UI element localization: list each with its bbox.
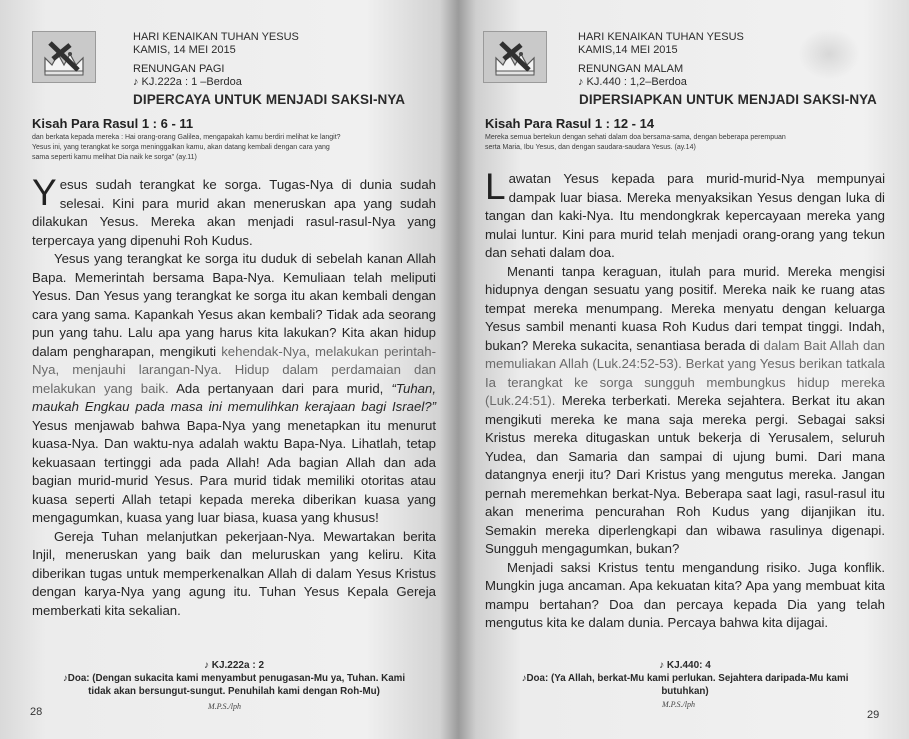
page-number: 28 (30, 706, 43, 718)
author-signature: M.P.S./lph (662, 700, 695, 709)
paragraph-text: esus sudah terangkat ke sorga. Tugas-Nya di dunia sudah selesai. Kini para murid akan meneruskan apa yang sudah dilakukan Yesus. Mereka akan menjadi rasul-rasul-Nya yang terpercaya yang dipenuhi Roh Kudus. (32, 177, 436, 248)
closing-song: ♪ KJ.440: 4 (659, 660, 711, 671)
closing-prayer (26, 673, 442, 698)
paragraph-text: awatan Yesus kepada para murid-murid-Nya mempunyai dampak luar biasa. Mereka menyaksikan Yesus dengan luka di tangan dan kaki-Nya. Itu mendongkrak kepercayaan mereka yang mulai luntur. Kini para murid telah menjadi orang-orang yang tekun dan sehati dalam doa. (485, 171, 885, 260)
drop-cap: Y (32, 172, 57, 213)
cross-crown-logo-icon (32, 31, 96, 83)
paragraph (485, 166, 885, 263)
header-song: ♪ KJ.440 : 1,2–Berdoa (578, 76, 687, 88)
paragraph-text: Ada pertanyaan dari para murid, (176, 380, 384, 396)
key-verse (32, 133, 436, 163)
paragraph-text: Mereka terberkati. Mereka sejahtera. Berkat itu akan mengikuti mereka ke mana saja mereka pergi. Sebagai saksi Kristus mereka ditugaskan untuk bekerja di Yerusalem, seluruh Yudea, dan Samaria dan sampai di ujung bumi. Dari mana datangnya enerji itu? Dari Kristus yang mengutus mereka. Jangan pernah meremehkan berkat-Nya. Beberapa saat lagi, rasul-rasul itu akan menerima pencurahan Roh Kudus yang dijanjikan itu. Semakin mereka diperlengkapi dan wibawa rasulinya digenapi. Sungguh mengagumkan, bukan? (485, 393, 885, 556)
key-verse (485, 133, 885, 153)
header-block (133, 31, 299, 89)
prayer-line: butuhkan) (661, 685, 709, 697)
header-block (578, 31, 744, 89)
verse-line: Yesus ini, yang terangkat ke sorga meninggalkan kamu, akan datang kembali dengan cara yang (32, 144, 330, 151)
header-song: ♪ KJ.222a : 1 –Berdoa (133, 76, 242, 88)
faded-text: dalam Bait Allah dan memuliakan Allah (Luk.24:52-53). Berkat yang Yesus berikan tatkala Ia terangkat ke sorga sungguh membungkus hidup mereka (Luk.24:51). (485, 337, 885, 408)
header-session: RENUNGAN PAGI (133, 63, 225, 75)
paragraph (485, 263, 885, 559)
page-number: 29 (867, 709, 880, 721)
paragraph (32, 250, 436, 528)
quote-text: “Tuhan, maukah Engkau pada masa ini memulihkan kerajaan bagi Israel?” (32, 380, 436, 414)
paragraph (32, 172, 436, 250)
faded-text: kehendak-Nya, melakukan perintah-Nya, menjauhi larangan-Nya. Hidup dalam perdamaian dan melakukan yang baik. (32, 343, 436, 396)
paragraph-text: Menjadi saksi Kristus tentu mengandung risiko. Juga konflik. Mungkin juga ancaman. Apa kekuatan kita? Apa yang membuat kita mampu bertahan? Doa dan percaya kepada Dia yang telah mengutus kita ke dalam dunia. Percaya bahwa kita dijagai. (485, 559, 885, 630)
verse-line: dan berkata kepada mereka : Hai orang-orang Galilea, mengapakah kamu berdiri melihat ke langit? (32, 134, 341, 141)
header-session: RENUNGAN MALAM (578, 63, 684, 75)
cross-crown-logo-icon (483, 31, 547, 83)
prayer-line: ♪Doa: (Ya Allah, berkat-Mu kami perlukan. Sejahtera daripada-Mu kami (521, 673, 849, 684)
scripture-reference: Kisah Para Rasul 1 : 6 - 11 (32, 116, 194, 131)
paragraph-text: Yesus menjawab bahwa Bapa-Nya yang menetapkan itu menurut kuasa-Nya. Dan waktu-nya adalah waktu Bapa-Nya. Lihatlah, tetap kekuasaan tertinggi ada pada Allah! Ada bagian Allah dan ada bagian murid-murid Yesus. Para murid tidak memiliki otoritas atau kuasa seperti Allah tetapi kepada mereka diberikan kuasa yang mengagumkan, kuasa yang luar biasa, kuasa yang khusus! (32, 417, 436, 525)
verse-line: Mereka semua bertekun dengan sehati dalam doa bersama-sama, dengan beberapa perempuan (485, 134, 786, 141)
page-title: DIPERCAYA UNTUK MENJADI SAKSI-NYA (133, 92, 406, 107)
header-title: HARI KENAIKAN TUHAN YESUS (133, 31, 299, 43)
devotional-body (485, 166, 885, 633)
verse-line: sama seperti kamu melihat Dia naik ke sorga" (ay.11) (32, 154, 197, 161)
page-title: DIPERSIAPKAN UNTUK MENJADI SAKSI-NYA (579, 92, 877, 107)
devotional-body (32, 172, 436, 620)
prayer-line: tidak akan bersungut-sungut. Penuhilah kami dengan Roh-Mu) (88, 685, 380, 697)
prayer-line: ♪Doa: (Dengan sukacita kami menyambut penugasan-Mu ya, Tuhan. Kami (62, 673, 406, 684)
paragraph-text: Gereja Tuhan melanjutkan pekerjaan-Nya. Mewartakan berita Injil, meneruskan yang baik dan meluruskan yang keliru. Kita diberikan tugas untuk memperkenalkan Allah di dalam Yesus Kristus dengan karya-Nya yang agung itu. Tuhan Yesus Kepala Gereja memberkati kita sekalian. (32, 528, 436, 618)
show-through-shadow (798, 28, 860, 80)
header-date: KAMIS,14 MEI 2015 (578, 44, 678, 56)
paragraph-text: Menanti tanpa keraguan, itulah para murid. Mereka mengisi hidupnya dengan sesuatu yang positif. Mereka naik ke ruang atas tempat mereka menumpang. Mereka menyatu dengan keluarga Yesus sambil menanti kuasa Roh Kudus dari tempat tinggi. Indah, bukan? Mereka sukacita, senantiasa berada di (485, 263, 885, 353)
verse-line: serta Maria, Ibu Yesus, dan dengan saudara-saudara Yesus. (ay.14) (485, 144, 696, 151)
closing-prayer (478, 673, 892, 698)
closing-song: ♪ KJ.222a : 2 (203, 660, 265, 671)
right-page (458, 0, 909, 739)
scripture-reference: Kisah Para Rasul 1 : 12 - 14 (485, 116, 655, 131)
drop-cap: L (485, 166, 506, 207)
header-title: HARI KENAIKAN TUHAN YESUS (578, 31, 744, 43)
author-signature: M.P.S./lph (208, 702, 241, 711)
paragraph (485, 559, 885, 633)
paragraph (32, 528, 436, 621)
header-date: KAMIS, 14 MEI 2015 (133, 44, 236, 56)
paragraph-text: Yesus yang terangkat ke sorga itu duduk di sebelah kanan Allah Bapa. Memerintah bersama Bapa-Nya. Kemuliaan telah meliputi Yesus. Dan Yesus yang terangkat ke sorga itu akan kembali dengan cara yang sama. Kapankah Yesus akan kembali? Tidak ada seorang pun yang tahu. Lalu apa yang harus kita lakukan? Kita akan hidup dalam pengharapan, mengikuti (32, 251, 436, 359)
